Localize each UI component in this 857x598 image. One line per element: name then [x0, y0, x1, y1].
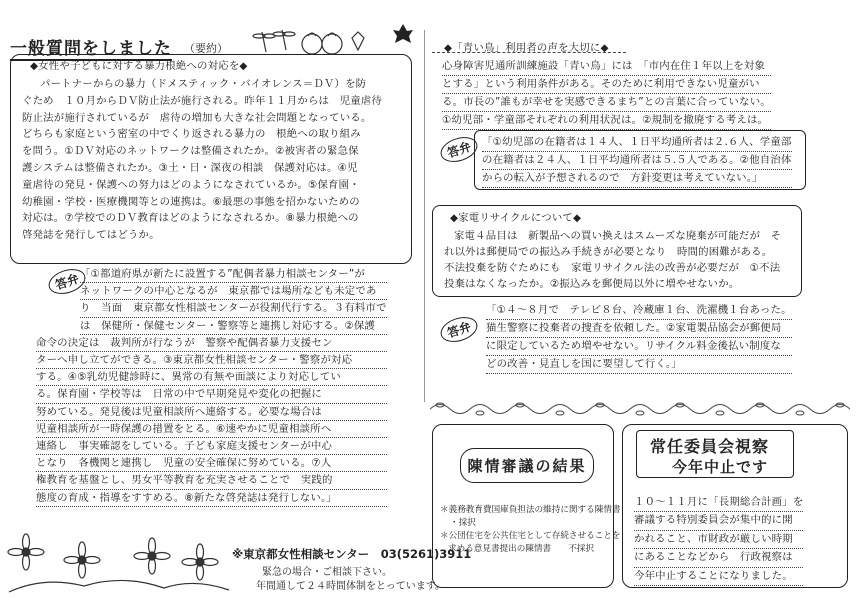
- answer-2-body: [482, 134, 792, 188]
- text-line: 猫生警察に投棄者の捜査を依頼した。②家電製品協会が郵便局: [486, 320, 792, 338]
- text-line: 連絡し 事実確認をしている。子ども家庭支援センターが中心: [36, 438, 387, 455]
- text-line: どちらも家庭という密室の中でくり返される暴力の 根絶への取り組み: [22, 128, 361, 141]
- text-line: 投棄はなくなったか。②振込みを郵便局以外に増やせないか。: [444, 278, 740, 290]
- text-line: ぐため １０月からＤＶ防止法が施行される。昨年１１月からは 児童虐待: [22, 94, 383, 107]
- committee-body: [634, 494, 803, 586]
- text-line: に限定しているため増やせない。リサイクル料金後払い制度な: [486, 338, 792, 356]
- leaf-icon: [392, 22, 414, 46]
- text-line: る。市長の”誰もが幸せを実感できるまち”との言葉に合っていない。: [442, 94, 771, 112]
- question-3-heading: ◆家電リサイクルについて◆: [450, 212, 582, 224]
- text-line: 権教育を基盤とし、男女平等教育を充実させることで 実践的: [36, 472, 387, 489]
- column-divider: [424, 30, 425, 402]
- committee-title-2: 今年中止です: [672, 458, 769, 476]
- text-line: かれること、市財政が厳しい時期: [634, 531, 803, 549]
- text-line: 対応は。⑦学校でのＤＶ教育はどのようになされるか。⑧暴力根絶への: [22, 212, 359, 225]
- page-subtitle: （要約）: [184, 42, 228, 55]
- text-line: どの改善・見直しを国に要望して行く。」: [486, 356, 792, 374]
- contact-note-1: 緊急の場合・ご相談下さい。: [262, 567, 392, 578]
- text-line: 護システムは整備されたか。③土・日・深夜の相談 保護対応は。④児: [22, 161, 358, 174]
- petition-item: ・採択: [450, 518, 476, 528]
- text-line: 啓発誌を発行してはどうか。: [22, 229, 160, 242]
- text-line: 「①幼児部の在籍者は１４人、１日平均通所者は２.６人、学童部: [482, 134, 792, 152]
- question-1-body: [22, 76, 382, 244]
- question-3-body: [444, 228, 781, 292]
- contact-line: ※東京都女性相談センター 03(5261)3911: [232, 547, 472, 561]
- text-line: ターへ申し立てができる。③東京都女性相談センター・警察が対応: [36, 352, 387, 369]
- answer-2-label: 答弁: [437, 133, 480, 167]
- text-line: 命令の決定は 裁判所が行なうが 警察や配偶者暴力支援セン: [36, 335, 387, 352]
- text-line: は 保健所・保健センター・警察等と連携し対応する。②保護: [80, 318, 387, 335]
- text-line: ①幼児部・学童部それぞれの利用状況は。②規制を撤廃する考えは。: [442, 112, 771, 130]
- answer-3-body: [486, 302, 792, 374]
- text-line: 幼稚園・学校・医療機関等との連携は。⑥最悪の事態を招かないための: [22, 195, 360, 208]
- heading-underline: [432, 52, 626, 54]
- text-line: からの転入が予想されるので 方針変更は考えていない。」: [482, 170, 792, 188]
- text-line: する。④⑤乳幼児健診時に、異常の有無や面談により対応してい: [36, 369, 387, 386]
- question-2-heading: ◆「青い鳥」利用者の声を大切に◆: [444, 42, 609, 54]
- text-line: にあることなどから 行政視察は: [634, 549, 803, 567]
- text-line: 「①４～８月で テレビ８台、冷蔵庫１台、洗濯機１台あった。: [486, 302, 792, 320]
- text-line: の在籍者は２４人、１日平均通所者は５.５人である。②他自治体: [482, 152, 792, 170]
- text-line: 努めている。発見後は児童相談所へ連絡する。必要な場合は: [36, 404, 387, 421]
- page-title: 一般質問をしました: [10, 34, 172, 61]
- text-line: とする」という利用条件がある。そのために利用できない児童がい: [442, 76, 771, 94]
- text-line: 児童相談所が一時保護の措置をとる。⑥速やかに児童相談所へ: [36, 421, 387, 438]
- petition-item: 求める意見書提出の陳情書 不採択: [448, 544, 595, 554]
- text-line: 心身障害児通所訓練施設「青い鳥」には 「市内在住１年以上を対象: [442, 58, 771, 76]
- text-line: れ以外は郵便局での振込み手続きが必要となり 時間的困難がある。: [444, 246, 773, 258]
- contact-note-2: 年間通して２４時間体制をとっています。: [256, 581, 445, 592]
- text-line: る。保育園・学校等は 日常の中で早期発見や変化の把握に: [36, 386, 387, 403]
- text-line: パートナーからの暴力（ドメスティック・バイオレンス＝ＤＶ）を防: [40, 78, 367, 90]
- text-line: を問う。①ＤＶ対応のネットワークは整備されたか。②被害者の緊急保: [22, 145, 359, 158]
- text-line: ネットワークの中心となるが 東京都では場所なども未定であ: [80, 283, 387, 300]
- committee-title-1: 常任委員会視察: [650, 437, 770, 456]
- petition-item: ＊公団住宅を公共住宅として存続させることを: [440, 531, 621, 541]
- text-line: 不法投棄を防ぐためにも 家電リサイクル法の改善が必要だが ①不法: [444, 262, 781, 274]
- leaf-border-decoration: [430, 398, 850, 420]
- question-1-heading: ◆女性や子どもに対する暴力根絶への対応を◆: [30, 60, 248, 72]
- flower-illustration: [4, 526, 234, 596]
- text-line: 家電４品目は 新製品への買い換えはスムーズな廃棄が可能だが そ: [454, 230, 782, 242]
- text-line: 今年中止することになりました。: [634, 568, 803, 586]
- text-line: となり 各機関と連携し 児童の安全確保に努めている。⑦人: [36, 455, 387, 472]
- petition-list: [440, 504, 620, 556]
- text-line: 態度の育成・指導をすすめる。⑧新たな啓発誌は発行しない。」: [36, 490, 387, 507]
- text-line: 童虐待の発見・保護への努力はどのようになされているか。⑤保育園・: [22, 178, 360, 191]
- text-line: 「①都道府県が新たに設置する”配偶者暴力相談センター”が: [80, 266, 387, 283]
- petition-title: 陳情審議の結果: [460, 448, 594, 483]
- text-line: 審議する特別委員会が集中的に開: [634, 512, 803, 530]
- text-line: 防止法が施行されているが 虐待の増加も大きな社会問題となっている。: [22, 111, 372, 124]
- answer-1-label: 答弁: [45, 265, 88, 299]
- text-line: り 当面 東京都女性相談センターが役割代行する。３有料市で: [80, 300, 387, 317]
- answer-3-label: 答弁: [437, 313, 480, 347]
- text-line: １０～１１月に「長期総合計画」を: [634, 494, 803, 512]
- question-2-body: [442, 58, 771, 130]
- petition-item: ＊義務教育費国庫負担法の維持に関する陳情書: [440, 505, 621, 515]
